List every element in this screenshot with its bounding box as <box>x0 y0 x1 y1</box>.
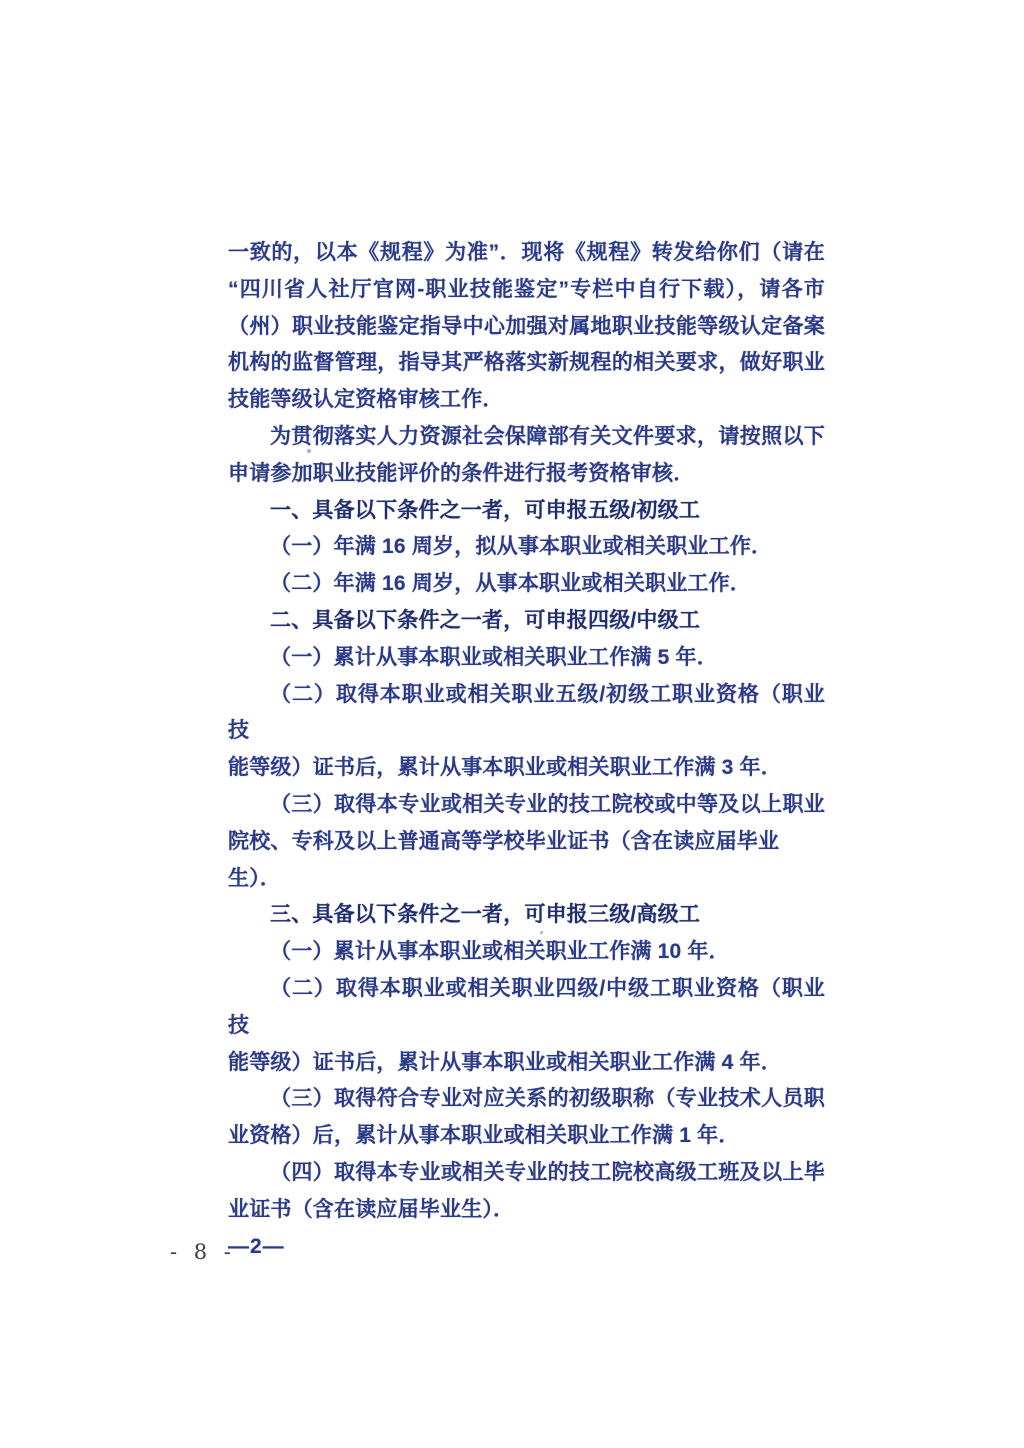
text-line: 申请参加职业技能评价的条件进行报考资格审核． <box>228 461 695 485</box>
scan-page-number: - 8 - <box>170 1240 236 1264</box>
section-heading: 一、具备以下条件之一者，可申报五级/初级工 <box>270 498 701 522</box>
text-line: （三）取得符合专业对应关系的初级职称（专业技术人员职 <box>270 1087 825 1111</box>
text-line: 能等级）证书后，累计从事本职业或相关职业工作满 4 年． <box>228 1050 782 1074</box>
text-line: 院校、专科及以上普通高等学校毕业证书（含在读应届毕业生）． <box>228 829 780 890</box>
text-line: 业资格）后，累计从事本职业或相关职业工作满 1 年． <box>228 1124 740 1148</box>
text-line: （二）年满 16 周岁，从事本职业或相关职业工作． <box>270 572 752 596</box>
text-line: （州）职业技能鉴定指导中心加强对属地职业技能等级认定备案 <box>228 314 825 338</box>
scan-artifact-speck <box>540 931 543 934</box>
text-line: （一）年满 16 周岁，拟从事本职业或相关职业工作． <box>270 535 773 559</box>
text-line: 机构的监督管理，指导其严格落实新规程的相关要求，做好职业 <box>228 351 825 375</box>
section-heading: 三、具备以下条件之一者，可申报三级/高级工 <box>270 903 701 927</box>
text-line: “四川省人社厅官网-职业技能鉴定”专栏中自行下载），请各市 <box>228 277 825 301</box>
text-line: 技能等级认定资格审核工作． <box>228 388 504 412</box>
text-line: 业证书（含在读应届毕业生）． <box>228 1197 515 1221</box>
text-line: （二）取得本职业或相关职业四级/中级工职业资格（职业技 <box>228 976 825 1037</box>
text-line: 一致的，以本《规程》为准”．现将《规程》转发给你们（请在 <box>228 241 825 264</box>
scan-artifact-speck <box>307 449 311 453</box>
text-line: （二）取得本职业或相关职业五级/初级工职业资格（职业技 <box>228 682 825 743</box>
section-heading: 二、具备以下条件之一者，可申报四级/中级工 <box>270 608 701 632</box>
text-line: 为贯彻落实人力资源社会保障部有关文件要求，请按照以下 <box>270 424 825 448</box>
document-text-block <box>228 235 825 1265</box>
text-line: （一）累计从事本职业或相关职业工作满 5 年． <box>270 645 718 669</box>
text-line: （四）取得本专业或相关专业的技工院校高级工班及以上毕 <box>270 1160 825 1184</box>
text-line: （一）累计从事本职业或相关职业工作满 10 年． <box>270 940 730 964</box>
text-line: 能等级）证书后，累计从事本职业或相关职业工作满 3 年． <box>228 756 782 780</box>
document-page-number: —2— <box>228 1234 285 1258</box>
text-line: （三）取得本专业或相关专业的技工院校或中等及以上职业 <box>270 792 825 816</box>
